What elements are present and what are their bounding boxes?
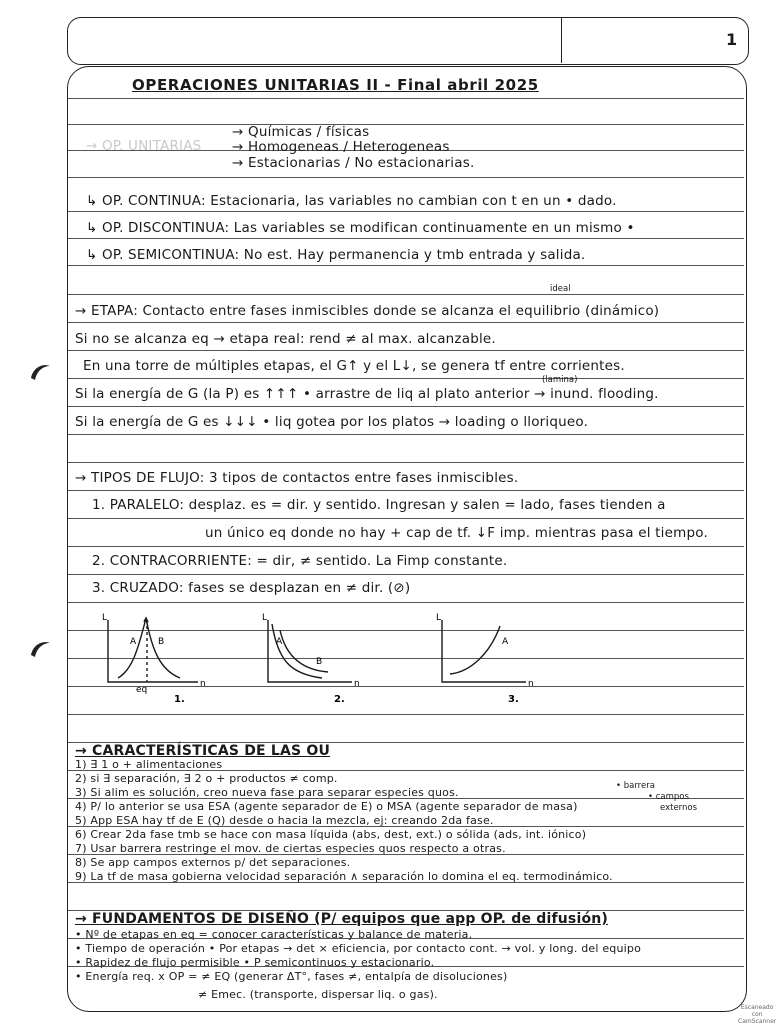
graph2-x-label: n (354, 679, 360, 689)
flujo-line: 3. CRUZADO: fases se desplazan en ≠ dir. (⊘) (92, 580, 411, 596)
caracteristica-item: 1) ∃ 1 o + alimentaciones (75, 758, 223, 771)
scanner-watermark: Escaneado con CamScanner (738, 1004, 776, 1025)
caracteristica-item: 5) App ESA hay tf de E (Q) desde o hacia la mezcla, ej: creando 2da fase. (75, 814, 494, 827)
caracteristica-item: 3) Si alim es solución, creo nueva fase para separar especies quos. (75, 786, 459, 799)
annotation-lamina: (lamina) (542, 375, 578, 385)
side-note: externos (660, 803, 698, 813)
flujo-line: un único eq donde no hay + cap de tf. ↓F imp. mientras pasa el tiempo. (205, 525, 708, 541)
fundamento-item: • Tiempo de operación • Por etapas → det × eficiencia, por contacto cont. → vol. y long. del equipo (75, 942, 642, 955)
etapa-line: En una torre de múltiples etapas, el G↑ y el L↓, se genera tf entre corrientes. (83, 358, 625, 374)
graph2-y-label: L (262, 613, 268, 623)
graph1-curve-b: B (158, 637, 165, 647)
caracteristica-item: 9) La tf de masa gobierna velocidad separación ∧ separación lo domina el eq. termodinámico. (75, 870, 613, 883)
header-divider (561, 17, 562, 63)
caracteristica-item: 4) P/ lo anterior se usa ESA (agente separador de E) o MSA (agente separador de masa) (75, 800, 578, 813)
graph2-curve-a: A (276, 637, 283, 647)
classification-item: → Estacionarias / No estacionarias. (232, 155, 475, 171)
etapa-line: Si la energía de G (la P) es ↑↑↑ • arrastre de liq al plato anterior → inund. flooding. (75, 386, 659, 402)
side-note: • barrera (616, 781, 655, 791)
flujo-line: 1. PARALELO: desplaz. es = dir. y sentido. Ingresan y salen = lado, fases tienden a (92, 497, 666, 513)
op-type-continua: ↳ OP. CONTINUA: Estacionaria, las variables no cambian con t en un • dado. (86, 193, 617, 209)
caracteristica-item: 6) Crear 2da fase tmb se hace con masa líquida (abs, dest, ext.) o sólida (ads, int. iónico) (75, 828, 587, 841)
fundamento-item: • Rapidez de flujo permisible • P semicontinuos y estacionario. (75, 956, 435, 969)
graph1-y-label: L (102, 613, 108, 623)
op-type-semicontinua: ↳ OP. SEMICONTINUA: No est. Hay permanencia y tmb entrada y salida. (86, 247, 586, 263)
fundamento-item: • Nº de etapas en eq = conocer características y balance de materia. (75, 928, 473, 941)
etapa-line: Si la energía de G es ↓↓↓ • liq gotea por los platos → loading o lloriqueo. (75, 414, 589, 430)
side-note: • campos (648, 792, 689, 802)
graph3-y-label: L (436, 613, 442, 623)
classification-item: → Químicas / físicas (232, 124, 370, 140)
flujo-line: 2. CONTRACORRIENTE: = dir, ≠ sentido. La Fimp constante. (92, 553, 508, 569)
op-type-discontinua: ↳ OP. DISCONTINUA: Las variables se modifican continuamente en un mismo • (86, 220, 635, 236)
graph1-curve-a: A (130, 637, 137, 647)
graph1-number: 1. (174, 694, 185, 705)
page-title: OPERACIONES UNITARIAS II - Final abril 2025 (132, 76, 539, 94)
binder-hole-icon (28, 360, 52, 384)
faded-label: → OP. UNITARIAS (86, 138, 202, 154)
binder-hole-icon (28, 637, 52, 661)
annotation-ideal: ideal (550, 284, 571, 294)
flow-sketch-svg (90, 610, 550, 710)
graph2-curve-b: B (316, 657, 323, 667)
classification-item: → Homogeneas / Heterogeneas (232, 139, 450, 155)
fundamento-item: • Energía req. x OP = ≠ EQ (generar ΔT°, fases ≠, entalpía de disoluciones) (75, 970, 508, 983)
caracteristica-item: 7) Usar barrera restringe el mov. de ciertas especies quos respecto a otras. (75, 842, 506, 855)
graph1-eq-label: eq (136, 685, 148, 695)
caracteristica-item: 8) Se app campos externos p/ det separaciones. (75, 856, 351, 869)
graph3-number: 3. (508, 694, 519, 705)
etapa-line: Si no se alcanza eq → etapa real: rend ≠ al max. alcanzable. (75, 331, 496, 347)
graph1-x-label: n (200, 679, 206, 689)
graph2-number: 2. (334, 694, 345, 705)
page-number: 1 (726, 30, 738, 49)
fundamentos-heading: → FUNDAMENTOS DE DISEÑO (P/ equipos que app OP. de difusión) (75, 911, 609, 927)
graph3-curve-a: A (502, 637, 509, 647)
etapa-line: → ETAPA: Contacto entre fases inmiscibles donde se alcanza el equilibrio (dinámico) (75, 303, 660, 319)
header-box (67, 17, 749, 65)
caracteristica-item: 2) si ∃ separación, ∃ 2 o + productos ≠ comp. (75, 772, 338, 785)
caracteristicas-heading: → CARACTERÍSTICAS DE LAS OU (75, 743, 331, 759)
flujo-heading: → TIPOS DE FLUJO: 3 tipos de contactos entre fases inmiscibles. (75, 470, 519, 486)
graph3-x-label: n (528, 679, 534, 689)
fundamento-item: ≠ Emec. (transporte, dispersar liq. o gas). (198, 988, 438, 1001)
